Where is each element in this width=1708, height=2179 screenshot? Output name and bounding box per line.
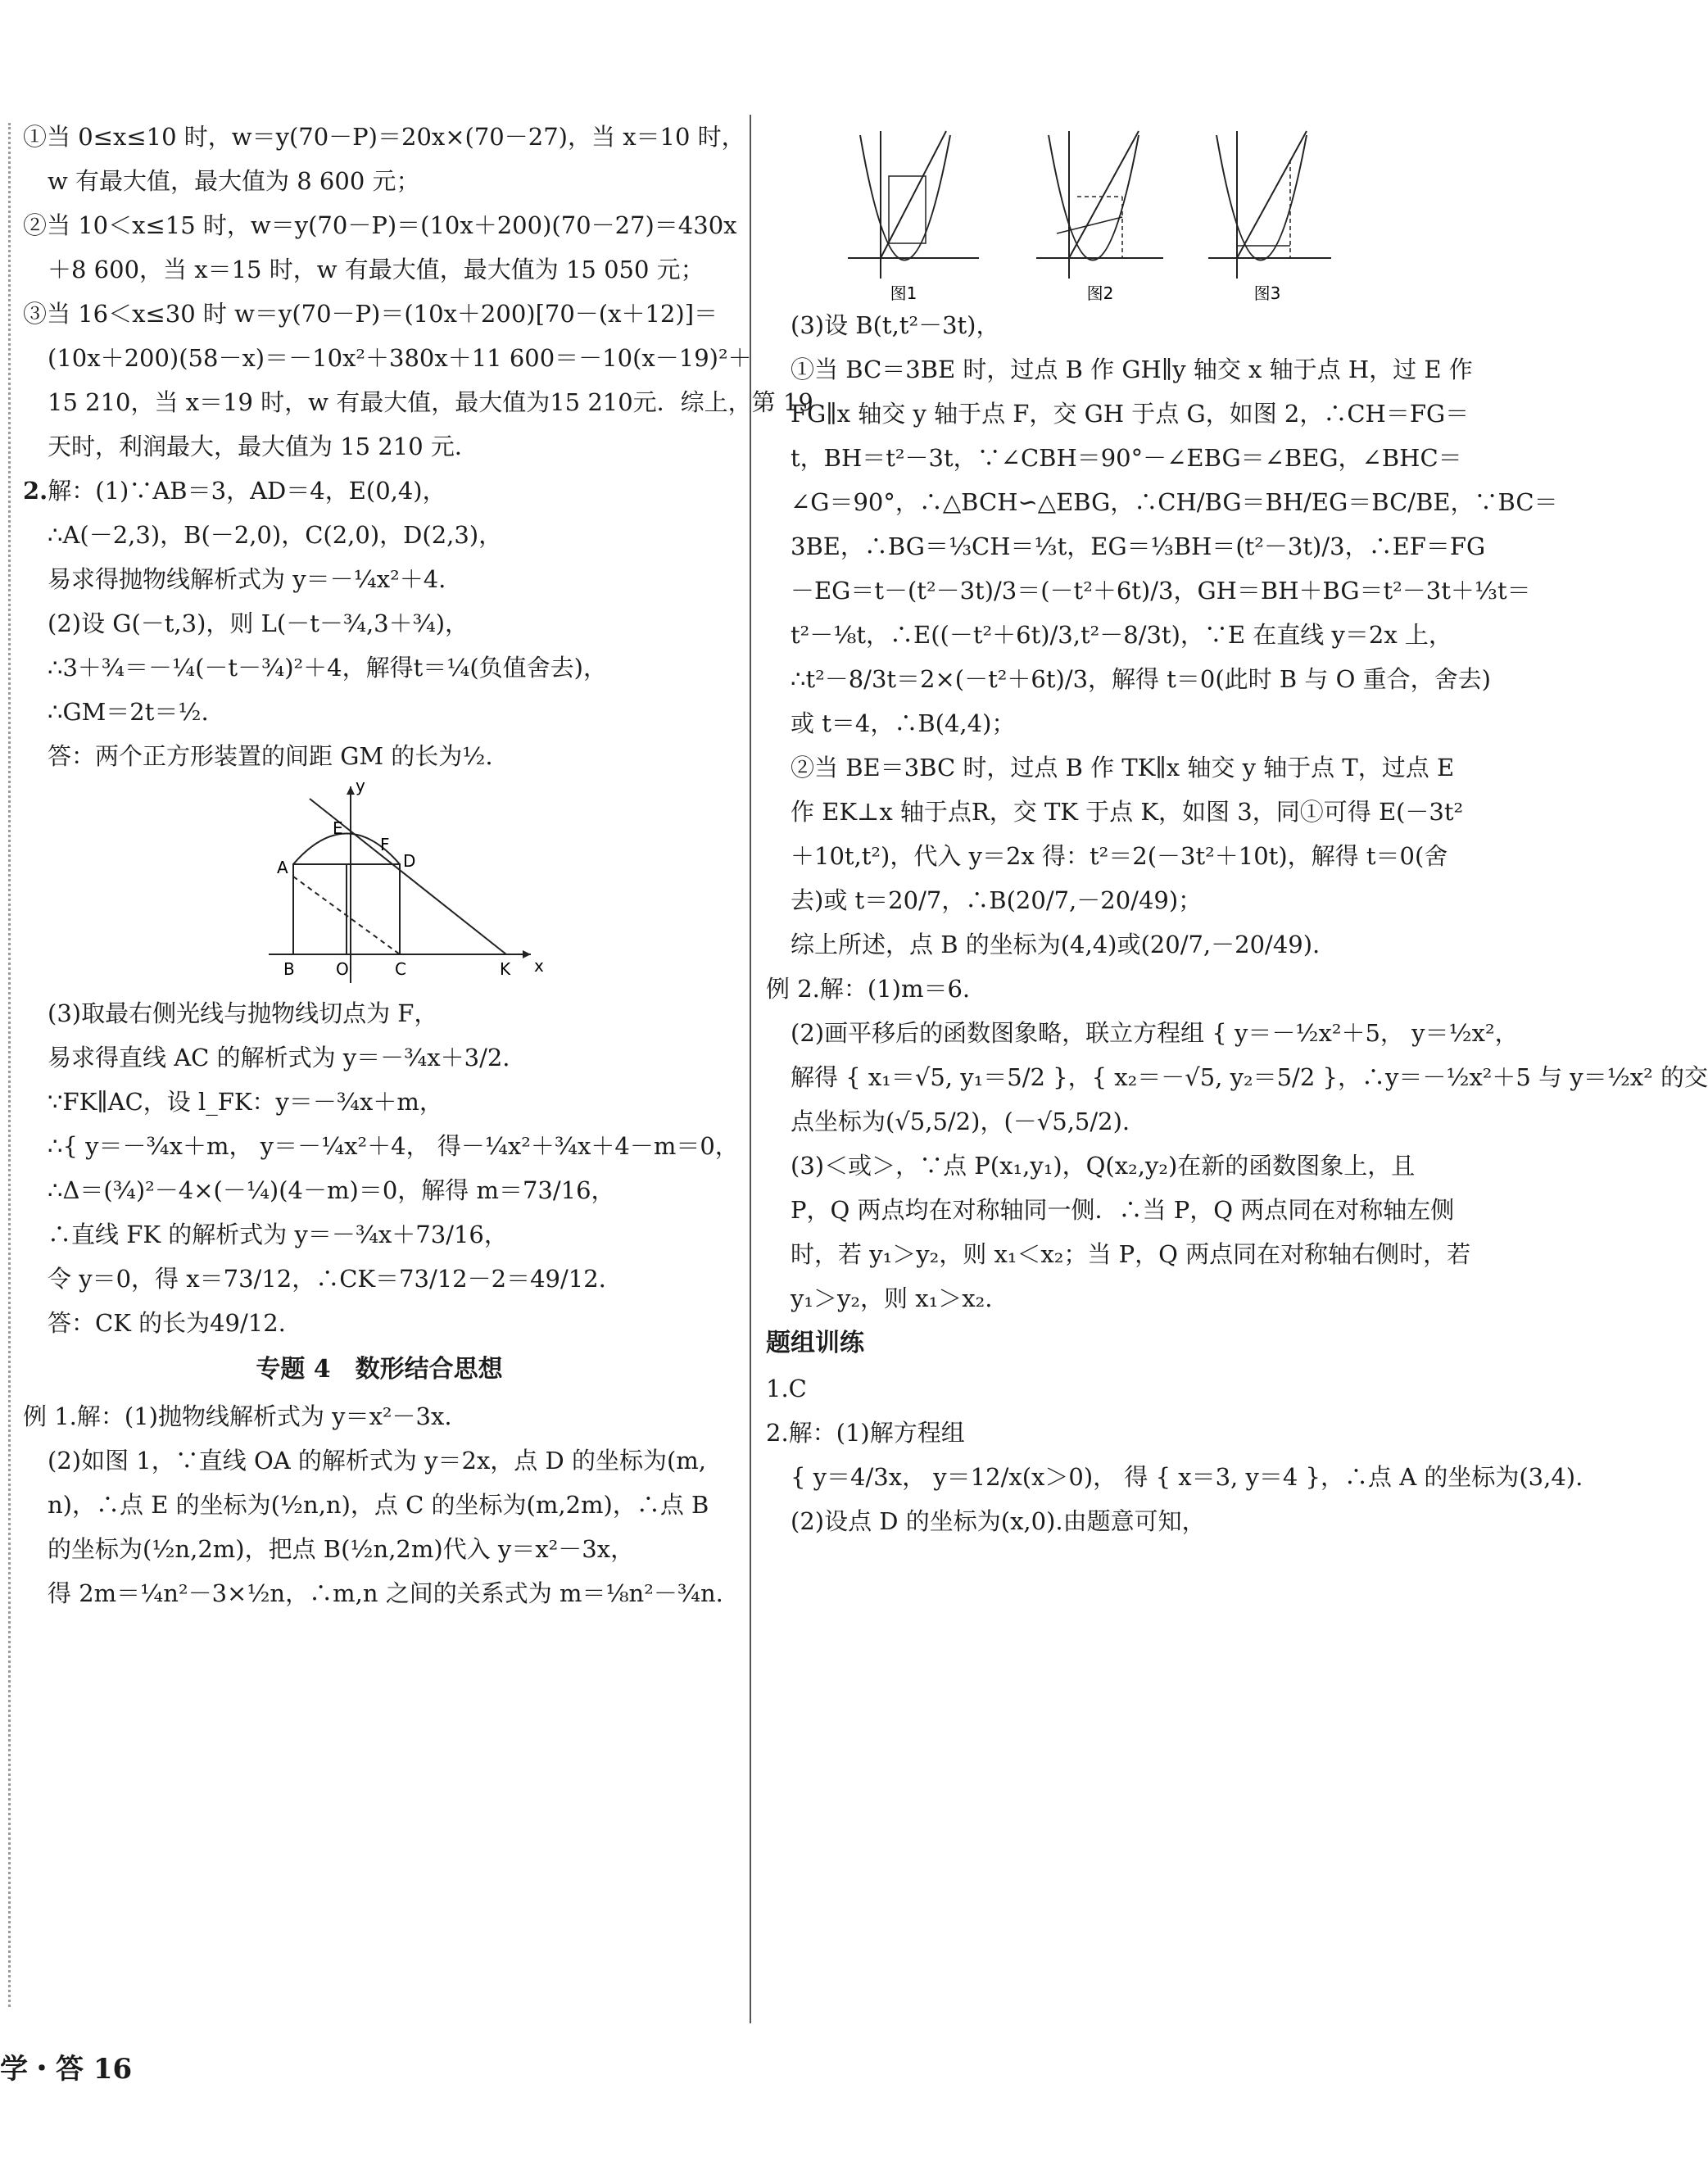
text-line: { y＝4/3x， y＝12/x(x＞0)， 得 { x＝3, y＝4 }，∴点 A 的坐标为(3,4).	[791, 1463, 1583, 1491]
question-number: 2.	[23, 477, 48, 505]
text-line: t，BH＝t²－3t，∵∠CBH＝90°－∠EBG＝∠BEG，∠BHC＝	[791, 444, 1462, 472]
figure-caption: 图2	[1086, 283, 1114, 303]
text-line: ①当 0≤x≤10 时，w＝y(70－P)＝20x×(70－27)，当 x＝10 时，	[23, 123, 745, 151]
text-line: (3)＜或＞，∵点 P(x₁,y₁)，Q(x₂,y₂)在新的函数图象上，且	[791, 1152, 1416, 1180]
text-line: t²－⅛t，∴E((－t²＋6t)/3,t²－8/3t)，∵E 在直线 y＝2x 上，	[791, 621, 1452, 649]
fig-label: B	[283, 959, 295, 979]
text-line: ∴3＋¾＝－¼(－t－¾)²＋4，解得t＝¼(负值舍去)，	[48, 654, 607, 682]
text-line: ＋8 600，当 x＝15 时，w 有最大值，最大值为 15 050 元；	[48, 256, 704, 283]
text-line: 易求得抛物线解析式为 y＝－¼x²＋4.	[48, 565, 446, 593]
text-line: 去)或 t＝20/7，∴B(20/7,－20/49)；	[791, 886, 1203, 914]
text-line: (2)画平移后的函数图象略，联立方程组 { y＝－½x²＋5， y＝½x²，	[791, 1019, 1519, 1047]
graph-2	[1036, 131, 1163, 279]
text-line: (2)设 G(－t,3)，则 L(－t－¾,3＋¾)，	[48, 609, 469, 637]
text-line: 解得 { x₁＝√5, y₁＝5/2 }，{ x₂＝－√5, y₂＝5/2 }，∴y＝－½x²＋5 与 y＝½x² 的交	[791, 1063, 1708, 1091]
text-line: ∴直线 FK 的解析式为 y＝－¾x＋73/16，	[48, 1221, 508, 1248]
fig-label: D	[403, 851, 416, 871]
text-line: 的坐标为(½n,2m)，把点 B(½n,2m)代入 y＝x²－3x，	[48, 1535, 635, 1563]
text-line: ③当 16＜x≤30 时 w＝y(70－P)＝(10x＋200)[70－(x＋12)]＝	[23, 300, 718, 328]
text-line: P，Q 两点均在对称轴同一侧．∴当 P，Q 两点同在对称轴左侧	[791, 1196, 1455, 1224]
section-title: 题组训练	[766, 1329, 864, 1357]
fig-label: y	[356, 776, 365, 795]
text-line: 或 t＝4，∴B(4,4)；	[791, 709, 1016, 737]
text-line: y₁＞y₂，则 x₁＞x₂.	[791, 1284, 993, 1312]
text-line: ∴{ y＝－¾x＋m， y＝－¼x²＋4， 得－¼x²＋¾x＋4－m＝0，	[48, 1132, 739, 1160]
text-line: 得 2m＝¼n²－3×½n，∴m,n 之间的关系式为 m＝⅛n²－¾n.	[48, 1579, 723, 1607]
text-line: ∠G＝90°，∴△BCH∽△EBG，∴CH/BG＝BH/EG＝BC/BE，∵BC＝	[791, 488, 1558, 516]
graph-3	[1208, 131, 1331, 279]
text-line: －EG＝t－(t²－3t)/3＝(－t²＋6t)/3，GH＝BH＋BG＝t²－3t＋⅓t＝	[791, 577, 1531, 605]
fig-label: A	[277, 858, 288, 877]
figure-caption: 图3	[1253, 283, 1281, 303]
fig-label: E	[333, 818, 343, 838]
fig-label: K	[500, 959, 511, 979]
topic-title: 专题 4 数形结合思想	[256, 1355, 503, 1384]
text-line: 综上所述，点 B 的坐标为(4,4)或(20/7,－20/49).	[791, 931, 1321, 958]
text-line: 点坐标为(√5,5/2)，(－√5,5/2).	[791, 1108, 1130, 1135]
text-line: 答：CK 的长为49/12.	[48, 1309, 286, 1337]
right-column	[766, 115, 1708, 1543]
graph-1	[848, 131, 979, 279]
text-line: 15 210，当 x＝19 时，w 有最大值，最大值为15 210元．综上，第 19	[48, 388, 813, 416]
fig-label: F	[380, 835, 390, 854]
text-line: 2.解：(1)解方程组	[766, 1419, 965, 1447]
text-line: 解：(1)∵AB＝3，AD＝4，E(0,4)，	[48, 477, 446, 505]
three-graphs-figure	[766, 115, 1446, 303]
text-line: (3)取最右侧光线与抛物线切点为 F，	[48, 999, 438, 1027]
text-line: ∴A(－2,3)，B(－2,0)，C(2,0)，D(2,3)，	[48, 521, 503, 549]
text-line: 1.C	[766, 1375, 807, 1402]
text-line: 令 y＝0，得 x＝73/12，∴CK＝73/12－2＝49/12.	[48, 1265, 606, 1293]
page-footer: 学・答 16	[0, 2053, 133, 2086]
question-2-first-line	[23, 469, 736, 513]
text-line: 例 1.解：(1)抛物线解析式为 y＝x²－3x.	[23, 1402, 452, 1430]
fig-label: C	[395, 959, 406, 979]
text-line: 天时，利润最大，最大值为 15 210 元．	[48, 433, 478, 460]
text-line: ②当 BE＝3BC 时，过点 B 作 TK∥x 轴交 y 轴于点 T，过点 E	[791, 754, 1455, 781]
text-line: (10x＋200)(58－x)＝－10x²＋380x＋11 600＝－10(x－19)²＋	[48, 344, 752, 372]
text-line: 易求得直线 AC 的解析式为 y＝－¾x＋3/2.	[48, 1044, 510, 1071]
text-line: ①当 BC＝3BE 时，过点 B 作 GH∥y 轴交 x 轴于点 H，过 E 作	[791, 356, 1473, 383]
text-line: w 有最大值，最大值为 8 600 元；	[48, 167, 420, 195]
fig-label: O	[336, 959, 349, 979]
text-line: 答：两个正方形装置的间距 GM 的长为½.	[48, 742, 493, 770]
text-line: ∵FK∥AC，设 l_FK：y＝－¾x＋m，	[48, 1088, 443, 1116]
text-line: ∴Δ＝(¾)²－4×(－¼)(4－m)＝0，解得 m＝73/16，	[48, 1176, 615, 1204]
fig-label: x	[534, 956, 544, 976]
binding-edge	[8, 123, 12, 2007]
text-line: ＋10t,t²)，代入 y＝2x 得：t²＝2(－3t²＋10t)，解得 t＝0(舍	[791, 842, 1448, 870]
text-line: (3)设 B(t,t²－3t)，	[791, 311, 1000, 339]
text-line: 3BE，∴BG＝⅓CH＝⅓t，EG＝⅓BH＝(t²－3t)/3，∴EF＝FG	[791, 532, 1486, 560]
text-line: ②当 10＜x≤15 时，w＝y(70－P)＝(10x＋200)(70－27)＝430x	[23, 211, 737, 239]
text-line: 时，若 y₁＞y₂，则 x₁＜x₂；当 P，Q 两点同在对称轴右侧时，若	[791, 1240, 1471, 1268]
squares-parabola-figure	[23, 778, 736, 991]
text-line: FG∥x 轴交 y 轴于点 F，交 GH 于点 G，如图 2，∴CH＝FG＝	[791, 400, 1470, 428]
text-line: ∴t²－8/3t＝2×(－t²＋6t)/3，解得 t＝0(此时 B 与 O 重合，舍去)	[791, 665, 1491, 693]
text-line: ∴GM＝2t＝½.	[48, 698, 209, 726]
figure-caption: 图1	[890, 283, 917, 303]
text-line: 作 EK⊥x 轴于点R，交 TK 于点 K，如图 3，同①可得 E(－3t²	[791, 798, 1464, 826]
text-line: (2)设点 D 的坐标为(x,0).由题意可知，	[791, 1507, 1206, 1535]
text-line: (2)如图 1，∵直线 OA 的解析式为 y＝2x，点 D 的坐标为(m,	[48, 1447, 707, 1475]
text-line: n)，∴点 E 的坐标为(½n,n)，点 C 的坐标为(m,2m)，∴点 B	[48, 1491, 709, 1519]
text-line: 例 2.解：(1)m＝6.	[766, 975, 971, 1003]
